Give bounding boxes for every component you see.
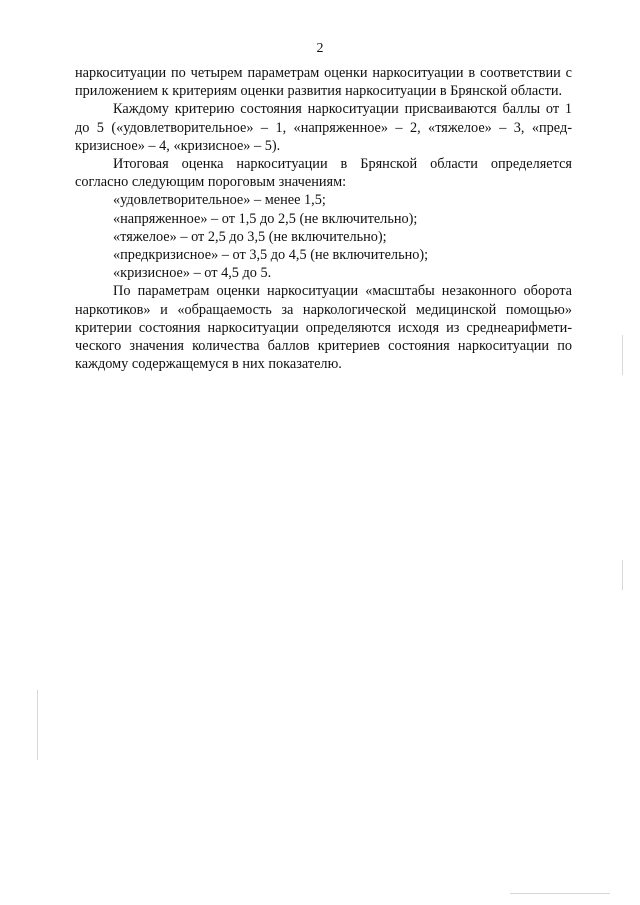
scan-artifact: [622, 560, 623, 590]
paragraph-parameters: По параметрам оценки наркоситуации «масштабы незаконного оборота наркотиков» и «обращаемость за наркологической медицинской помощью» критерии состояния наркоситуации определяются исходя из среднеарифмети-ческого значения количества баллов критериев состояния наркоситуации по каждому содержащемуся в них показателю.: [75, 283, 572, 373]
threshold-item: «напряженное» – от 1,5 до 2,5 (не включительно);: [113, 210, 418, 227]
body-text: [75, 64, 572, 373]
threshold-item: «предкризисное» – от 3,5 до 4,5 (не включительно);: [113, 247, 429, 264]
scan-artifact: [510, 893, 610, 894]
threshold-list: [75, 191, 572, 282]
scan-artifact: [622, 335, 623, 375]
threshold-item: «удовлетворительное» – менее 1,5;: [113, 192, 326, 209]
scan-artifact: [37, 690, 38, 760]
page-number: 2: [316, 41, 324, 56]
threshold-item: «кризисное» – от 4,5 до 5.: [113, 265, 272, 282]
paragraph-scores: Каждому критерию состояния наркоситуации присваиваются баллы от 1 до 5 («удовлетворительное» – 1, «напряженное» – 2, «тяжелое» – 3, «пред-кризисное» – 4, «кризисное» – 5).: [75, 101, 572, 154]
paragraph-final-assessment: Итоговая оценка наркоситуации в Брянской области определяется согласно следующим пороговым значениям:: [75, 156, 572, 191]
threshold-item: «тяжелое» – от 2,5 до 3,5 (не включительно);: [113, 228, 387, 245]
paragraph-continuation: наркоситуации по четырем параметрам оценки наркоситуации в соответствии с приложением к критериям оценки развития наркоситуации в Брянской области.: [75, 65, 572, 100]
